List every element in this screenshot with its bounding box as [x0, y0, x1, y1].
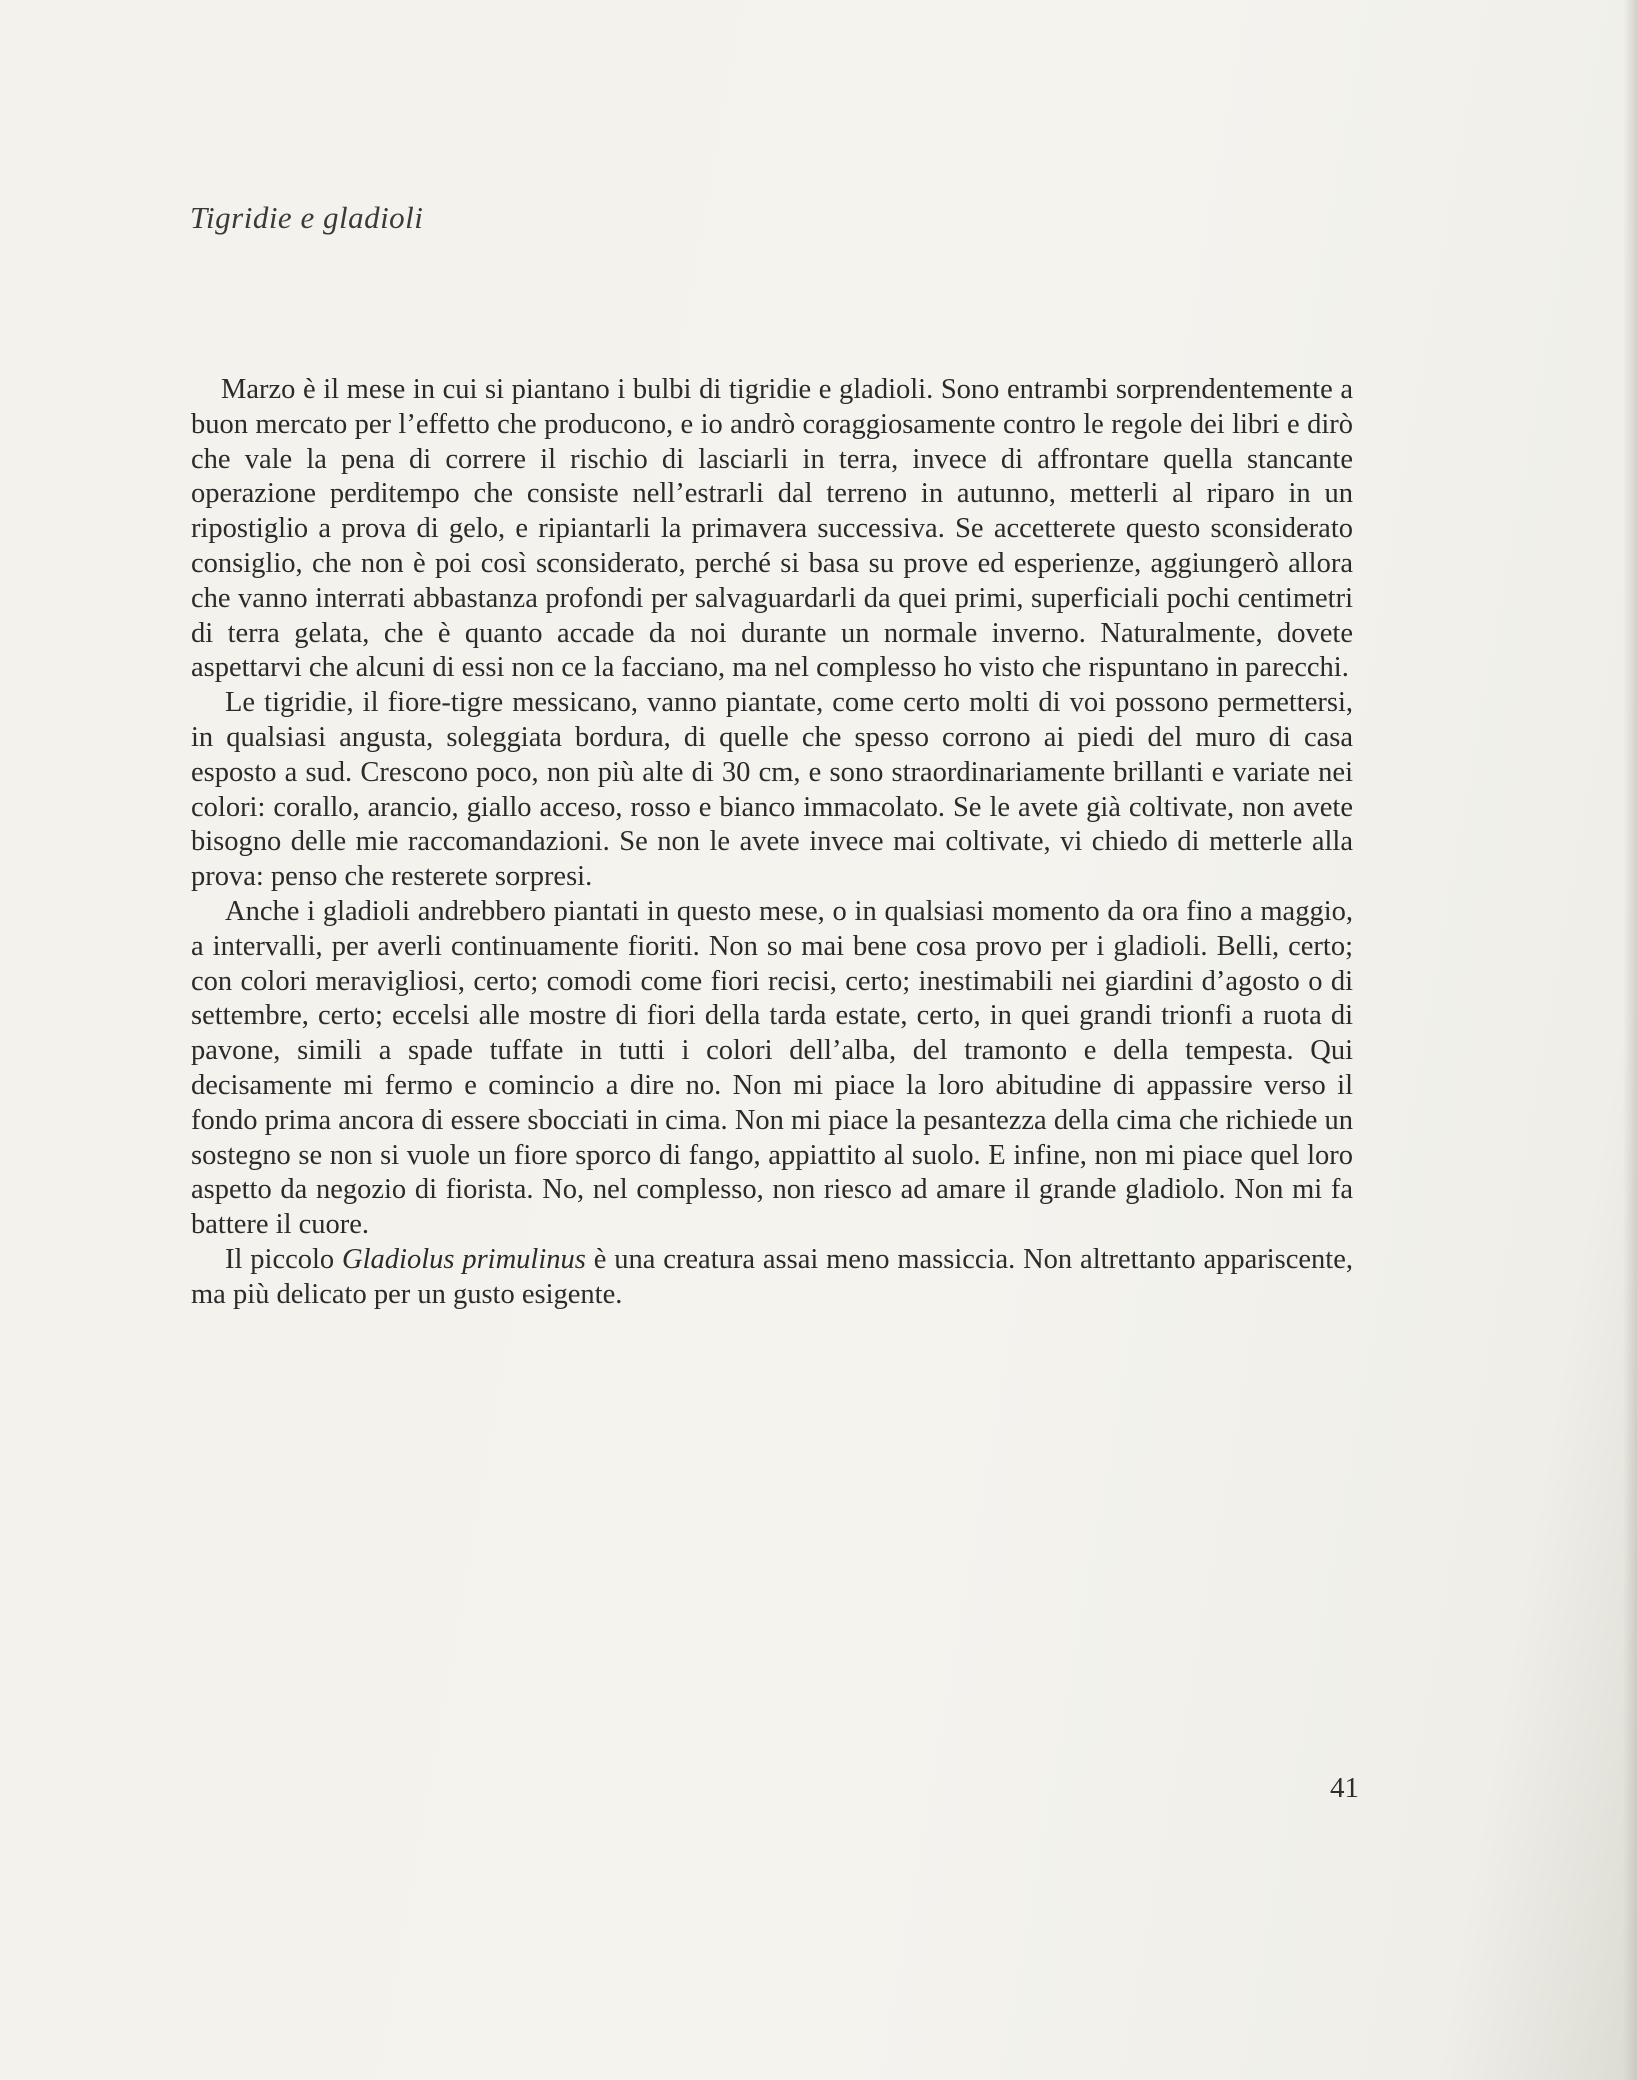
paragraph-4-start: Il piccolo: [225, 1243, 343, 1275]
paragraph-2: Le tigridie, il fiore-tigre messicano, vanno piantate, come certo molti di voi possono permettersi, in qualsiasi angusta, soleggiata bordura, di quelle che spesso corrono ai piedi del muro di casa esposto a sud. Crescono poco, non più alte di 30 cm, e sono straordinariamente brillanti e variate nei colori: corallo, arancio, giallo acceso, rosso e bianco immacolato. Se le avete già coltivate, non avete bisogno delle mie raccomandazioni. Se non le avete invece mai coltivate, vi chiedo di metterle alla prova: penso che resterete sorpresi.: [191, 687, 1353, 893]
paragraph-3: Anche i gladioli andrebbero piantati in questo mese, o in qualsiasi momento da ora fino a maggio, a intervalli, per averli continuamente fioriti. Non so mai bene cosa provo per i gladioli. Belli, certo; con colori meravigliosi, certo; comodi come fiori recisi, certo; inestimabili nei giardini d’agosto o di settembre, certo; eccelsi alle mostre di fiori della tarda estate, certo, in quei grandi trionfi a ruota di pavone, simili a spade tuffate in tutti i colori dell’alba, del tramonto e della tempesta. Qui decisamente mi fermo e comincio a dire no. Non mi piace la loro abitudine di appassire verso il fondo prima ancora di essere sbocciati in cima. Non mi piace la pesantezza della cima che richiede un sostegno se non si vuole un fiore sporco di fango, appiattito al suolo. E infine, non mi piace quel loro aspetto da negozio di fiorista. No, nel complesso, non riesco ad amare il grande gladiolo. Non mi fa battere il cuore.: [191, 895, 1353, 1241]
paragraph-4: [191, 1243, 1353, 1313]
paragraph-1: Marzo è il mese in cui si piantano i bulbi di tigridie e gladioli. Sono entrambi sorprendentemente a buon mercato per l’effetto che producono, e io andrò coraggiosamente contro le regole dei libri e dirò che vale la pena di correre il rischio di lasciarli in terra, invece di affrontare quella stancante operazione perditempo che consiste nell’estrarli dal terreno in autunno, metterli al riparo in un ripostiglio a prova di gelo, e ripiantarli la primavera successiva. Se accetterete questo sconsiderato consiglio, che non è poi così sconsiderato, perché si basa su prove ed esperienze, aggiungerò allora che vanno interrati abbastanza profondi per salvaguardarli da quei primi, superficiali pochi centimetri di terra gelata, che è quanto accade da noi durante un normale inverno. Naturalmente, dovete aspettarvi che alcuni di essi non ce la facciano, ma nel complesso ho visto che rispuntano in parecchi.: [191, 374, 1353, 684]
paragraph-4-end: è una creatura assai meno massiccia. Non altrettanto appariscente, ma più delicato per un gusto esigente.: [191, 1243, 1353, 1310]
running-head: Tigridie e gladioli: [190, 200, 424, 235]
page-number: 41: [1330, 1772, 1359, 1804]
body-text: [191, 373, 1353, 1313]
species-name-italic: Gladiolus primulinus: [342, 1243, 586, 1275]
